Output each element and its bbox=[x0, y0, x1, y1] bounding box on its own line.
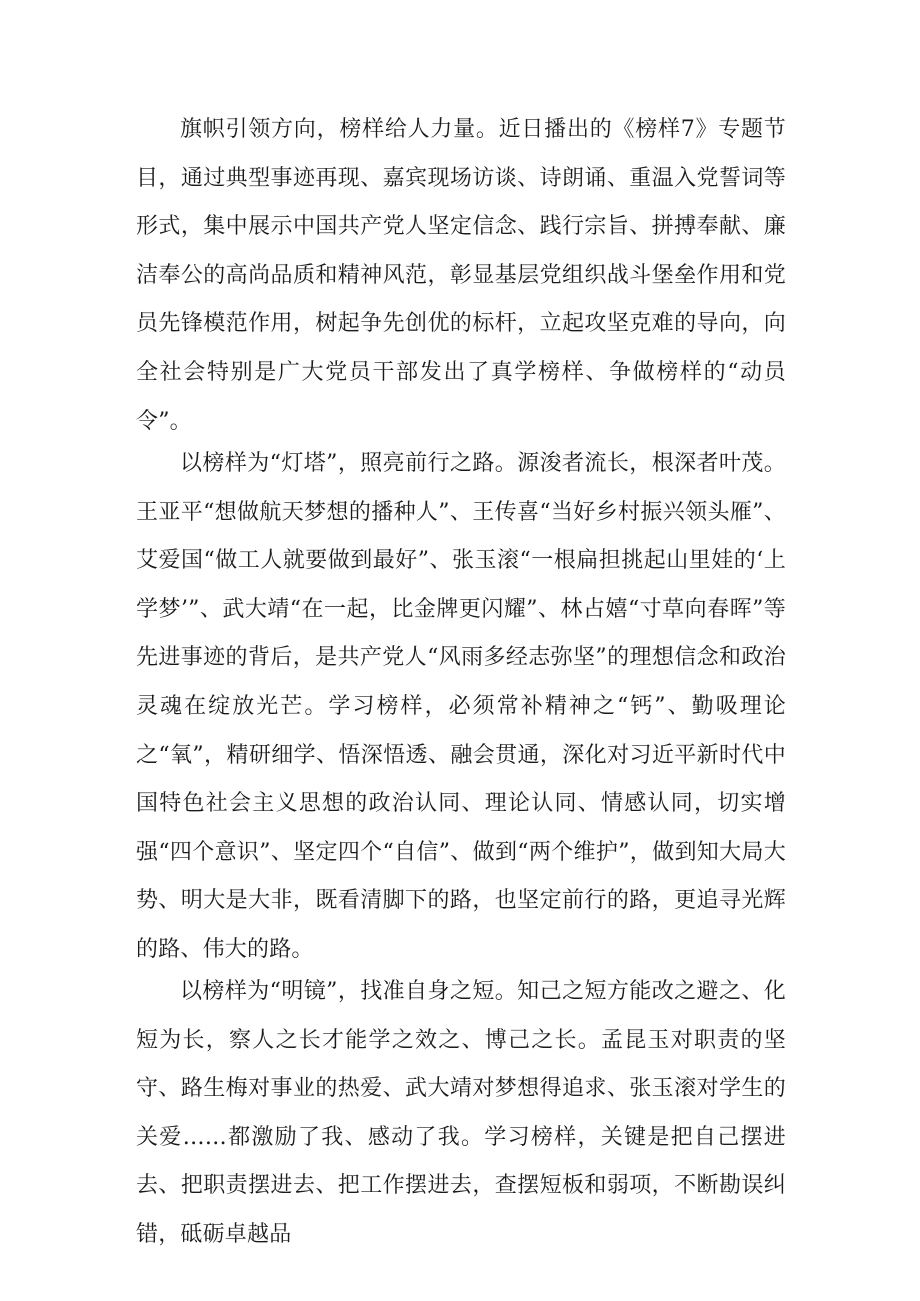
body-paragraph-1: 旗帜引领方向，榜样给人力量。近日播出的《榜样7》专题节目，通过典型事迹再现、嘉宾现场访谈、诗朗诵、重温入党誓词等形式，集中展示中国共产党人坚定信念、践行宗旨、拼搏奉献、廉洁奉公的高尚品质和精神风范，彰显基层党组织战斗堡垒作用和党员先锋模范作用，树起争先创优的标杆，立起攻坚克难的导向，向全社会特别是广大党员干部发出了真学榜样、争做榜样的“动员令”。 bbox=[136, 117, 786, 434]
body-paragraph-3: 以榜样为“明镜”，找准自身之短。知己之短方能改之避之、化短为长，察人之长才能学之效之、博己之长。孟昆玉对职责的坚守、路生梅对事业的热爱、武大靖对梦想得追求、张玉滚对学生的关爱……都激励了我、感动了我。学习榜样，关键是把自己摆进去、把职责摆进去、把工作摆进去，查摆短板和弱项，不断勘误纠错，砥砺卓越品 bbox=[136, 979, 786, 1247]
body-paragraph-2: 以榜样为“灯塔”，照亮前行之路。源浚者流长，根深者叶茂。王亚平“想做航天梦想的播种人”、王传喜“当好乡村振兴领头雁”、艾爱国“做工人就要做到最好”、张玉滚“一根扁担挑起山里娃的‘上学梦’”、武大靖“在一起，比金牌更闪耀”、林占嬉“寸草向春晖”等先进事迹的背后，是共产党人“风雨多经志弥坚”的理想信念和政治灵魂在绽放光芒。学习榜样，必须常补精神之“钙”、勤吸理论之“氧”，精研细学、悟深悟透、融会贯通，深化对习近平新时代中国特色社会主义思想的政治认同、理论认同、情感认同，切实增强“四个意识”、坚定四个“自信”、做到“两个维护”，做到知大局大势、明大是大非，既看清脚下的路，也坚定前行的路，更追寻光辉的路、伟大的路。 bbox=[136, 451, 786, 962]
